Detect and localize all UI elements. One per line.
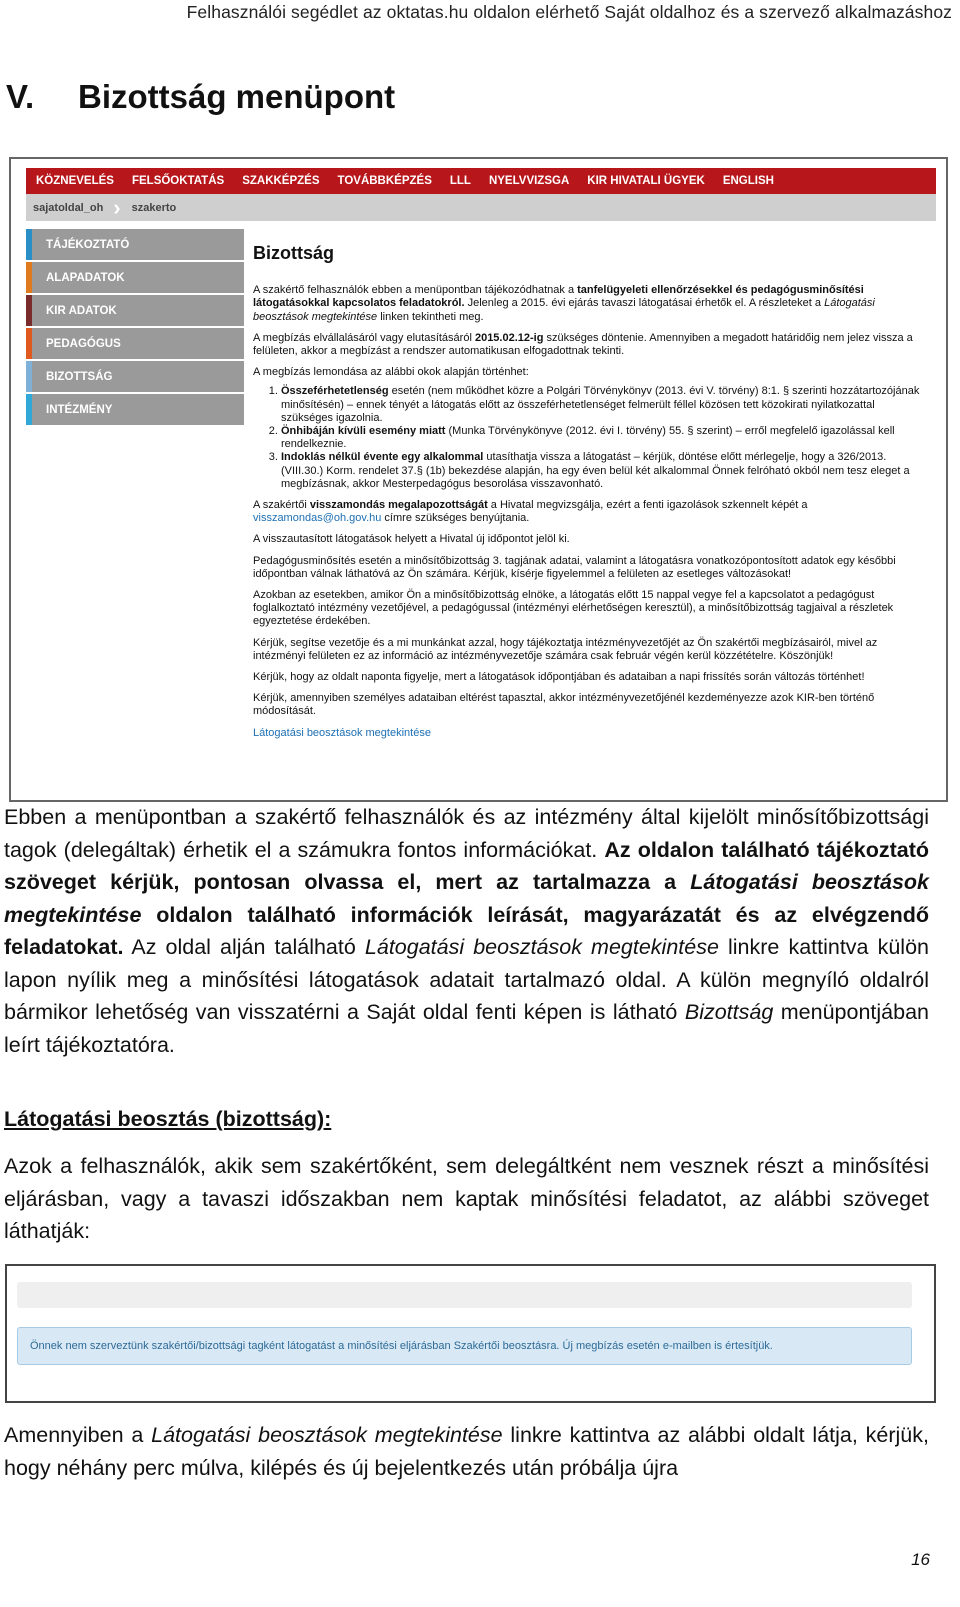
sidebar <box>26 229 244 427</box>
page-number: 16 <box>911 1550 930 1569</box>
top-navigation <box>26 168 936 194</box>
elnok-paragraph: Azokban az esetekben, amikor Ön a minősítőbizottság elnöke, a látogatás előtt 15 nappal vegye fel a kapcsolatot a pedagógust foglalkoztató intézmény vezetőjével, a pedagógussal (intézményi elérhetőségen keresztül), a minősítőbizottság tagjaival a részletek egyeztetése érdekében. <box>253 589 894 628</box>
running-header: Felhasználói segédlet az oktatas.hu oldalon elérhető Saját oldalhoz és a szervező alkalmazáshoz <box>186 2 952 22</box>
info-alert: Önnek nem szerveztünk szakértői/bizottsági tagként látogatást a minősítési eljárásban Szakértői beosztásra. Új megbízás esetén e-mailben is értesítjük. <box>17 1327 912 1365</box>
subheading: Látogatási beosztás (bizottság): <box>4 1107 332 1131</box>
nav-kir-hivatali-ugyek[interactable]: KIR HIVATALI ÜGYEK <box>587 175 705 187</box>
deadline-paragraph: A megbízás elvállalásáról vagy elutasításáról 2015.02.12-ig szükséges döntenie. Amennyiben a megadott határidőig nem jelez vissza a felületen, akkor a megbízást a rendszer automatikusan elfogadottnak tekinti. <box>253 331 913 358</box>
nincs-beosztas-screenshot <box>5 1264 936 1403</box>
page-title: Bizottság <box>253 243 334 263</box>
section-title-text: Bizottság menüpont <box>78 78 396 115</box>
nav-english[interactable]: ENGLISH <box>722 175 774 187</box>
segitse-paragraph: Kérjük, segítse vezetője és a mi munkánkat azzal, hogy tájékoztatja intézményvezetőjét az Ön szakértői megbízásairól, mivel az intézményi felületen ez az információ az intézményvezetője számára csak február végén kerül közzétételre. Köszönjük! <box>253 636 878 662</box>
list-item: 3. Indoklás nélkül évente egy alkalommal utasíthatja vissza a látogatást – kérjük, döntése előtt mérlegelje, hogy a 326/2013. (VIII.30.) Korm. rendelet 37.§ (1b) bekezdése alapján, ha egy éven belül két alkalommal Önnek felróható okból nem tesz eleget a megbízásnak, akkor Mesterpedagógus besorolása visszavonható. <box>281 451 923 491</box>
figyelje-paragraph: Kérjük, hogy az oldalt naponta figyelje, mert a látogatások időpontjában és adataiban a napi frissítés során változás történhet! <box>253 671 865 684</box>
sidebar-item-alapadatok[interactable]: ALAPADATOK <box>26 262 244 293</box>
body-paragraph-3: Amennyiben a Látogatási beosztások megtekintése linkre kattintva az alábbi oldalt látja, kérjük, hogy néhány perc múlva, kilépés és új bejelentkezés után próbálja újra <box>4 1423 929 1480</box>
main-content <box>253 243 923 740</box>
reasons-list <box>253 385 923 491</box>
breadcrumb <box>26 194 936 221</box>
nav-lll[interactable]: LLL <box>449 175 471 187</box>
email-link[interactable]: visszamondas@oh.gov.hu <box>253 512 382 525</box>
section-title <box>6 78 395 116</box>
nav-koznevelés[interactable]: KÖZNEVELÉS <box>36 175 114 187</box>
sidebar-item-kir-adatok[interactable]: KIR ADATOK <box>26 295 244 326</box>
reasons-lead: A megbízás lemondása az alábbi okok alapján történhet: <box>253 366 529 379</box>
nav-felsooktatas[interactable]: FELSŐOKTATÁS <box>131 175 225 187</box>
list-item: 2. Önhibáján kívüli esemény miatt (Munka Törvénykönyve (2012. évi I. törvény) 55. § szerint) – erről megfelelő igazolással kell rendelkeznie. <box>281 425 923 451</box>
body-paragraph-2: Azok a felhasználók, akik sem szakértőként, sem delegáltként nem vesznek részt a minősítési eljárásban, vagy a tavaszi időszakban nem kaptak minősítési feladatot, az alábbi szöveget láthatják: <box>4 1154 929 1243</box>
nav-nyelvvizsga[interactable]: NYELVVIZSGA <box>488 175 570 187</box>
bizottsag-screenshot <box>9 157 948 802</box>
body-paragraph-1: Ebben a menüpontban a szakértő felhasználók és az intézmény által kijelölt minősítőbizottsági tagok (delegáltak) érhetik el a számukra fontos információkat. Az oldalon található tájékoztató szöveget kérjük, pontosan olvassa el, mert az tartalmazza a Látogatási beosztások megtekintése oldalon található információk leírását, magyarázatát és az elvégzendő feladatokat. Az oldal alján található Látogatási beosztások megtekintése linkre kattintva külön lapon nyílik meg a minősítési látogatások adatait tartalmazó oldal. A külön megnyíló oldalról bármikor lehetőség van visszatérni a Saját oldal fenti képen is látható Bizottság menüpontjában leírt tájékoztatóra. <box>4 805 929 1057</box>
sidebar-item-pedagogus[interactable]: PEDAGÓGUS <box>26 328 244 359</box>
breadcrumb-item[interactable]: szakerto <box>131 201 177 214</box>
chevron-right-icon: › <box>113 194 121 220</box>
uj-idopont-paragraph: A visszautasított látogatások helyett a Hivatal új időpontot jelöl ki. <box>253 533 570 546</box>
list-item: 1. Összeférhetetlenség esetén (nem működhet közre a Polgári Törvénykönyv (2013. évi V. törvény) 8:1. § szerinti hozzátartozójának minősítésén) – ennek tényét a látogatás előtt az összeférhetetlenséget felmerült féllel közösen tett közokirati nyilatkozattal szükséges igazolnia. <box>281 385 923 425</box>
intro-paragraph: A szakértő felhasználók ebben a menüpontban tájékozódhatnak a tanfelügyeleti ellenőrzésekkel és pedagógusminősítési látogatásokkal kapcsolatos feladatokról. Jelenleg a 2015. évi ejárás tavaszi látogatásai érhetők el. A részleteket a Látogatási beosztások megtekintése linken tekintheti meg. <box>253 284 875 323</box>
sidebar-item-intezmeny[interactable]: INTÉZMÉNY <box>26 394 244 425</box>
nav-tovabbkepzes[interactable]: TOVÁBBKÉPZÉS <box>337 175 432 187</box>
pedagogus-paragraph: Pedagógusminősítés esetén a minősítőbizottság 3. tagjának adatai, valamint a látogatásra vonatkozópontosított adatok egy későbbi időpontban válnak láthatóvá az Ön számára. Kérjük, kísérje figyelemmel a felületen az esetleges változásokat! <box>253 554 896 580</box>
latogatasi-beosztasok-link[interactable]: Látogatási beosztások megtekintése <box>253 726 431 739</box>
toolbar-bar <box>17 1282 912 1308</box>
hiba-paragraph: Kérjük, amennyiben személyes adataiban eltérést tapasztal, akkor intézményvezetőjénél kezdeményezze azok KIR-ben történő módosítását. <box>253 692 875 718</box>
nav-szakkepzes[interactable]: SZAKKÉPZÉS <box>242 175 320 187</box>
visszamondas-paragraph: A szakértői visszamondás megalapozottságát a Hivatal megvizsgálja, ezért a fenti igazolások szkennelt képét a visszamondas@oh.gov.hu címre szükséges benyújtania. <box>253 499 808 525</box>
sidebar-item-bizottsag[interactable]: BIZOTTSÁG <box>26 361 244 392</box>
sidebar-item-tajekoztato[interactable]: TÁJÉKOZTATÓ <box>26 229 244 260</box>
section-number: V. <box>6 78 35 115</box>
breadcrumb-item[interactable]: sajatoldal_oh <box>33 201 104 214</box>
